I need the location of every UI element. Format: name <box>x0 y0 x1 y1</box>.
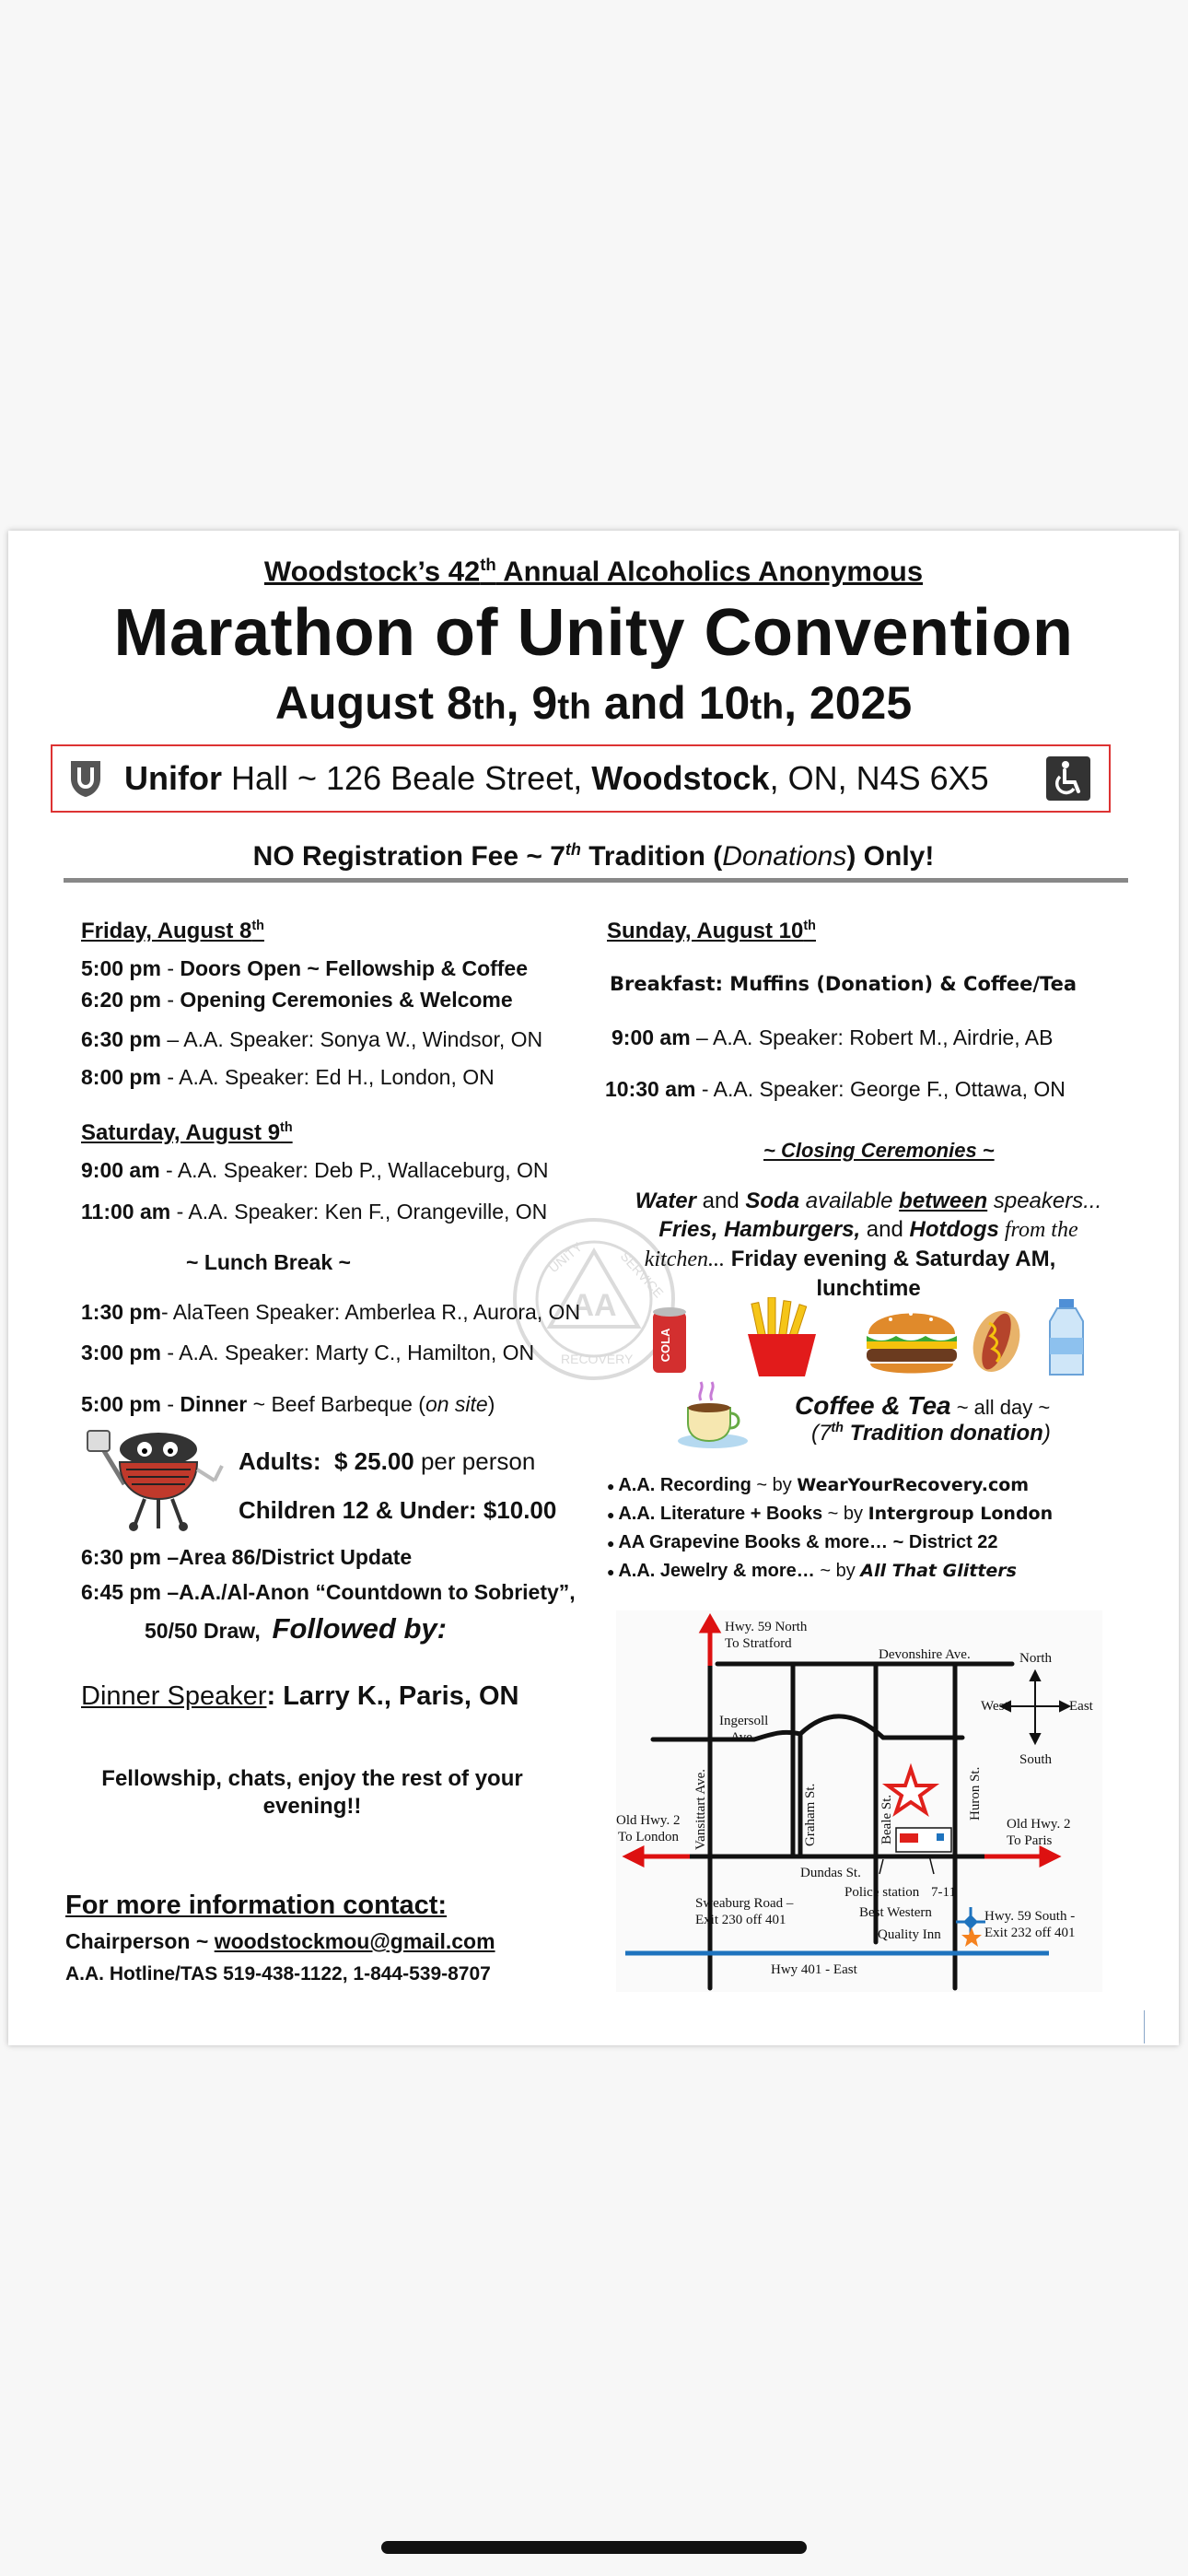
hotdog-icon <box>969 1306 1024 1376</box>
cola-can-icon <box>651 1306 688 1376</box>
svg-text:Sweaburg Road –: Sweaburg Road – <box>695 1896 794 1911</box>
dinner-speaker: Dinner Speaker: Larry K., Paris, ON <box>81 1681 519 1711</box>
svg-text:Huron St.: Huron St. <box>968 1766 983 1821</box>
svg-text:RECOVERY: RECOVERY <box>561 1352 634 1366</box>
text-cursor <box>1144 2010 1145 2043</box>
svg-text:South: South <box>1019 1752 1053 1767</box>
svg-text:To Stratford: To Stratford <box>725 1636 792 1651</box>
registration-note: NO Registration Fee ~ 7th Tradition (Donations) Only! <box>252 840 935 872</box>
svg-text:AA: AA <box>571 1288 617 1323</box>
convention-dates: August 8th, 9th and 10th, 2025 <box>274 677 913 729</box>
hotline-line: A.A. Hotline/TAS 519-438-1122, 1-844-539-8707 <box>65 1963 491 1985</box>
saturday-item: 3:00 pm - A.A. Speaker: Marty C., Hamilton, ON <box>81 1341 535 1364</box>
svg-text:Old Hwy. 2: Old Hwy. 2 <box>616 1813 681 1828</box>
friday-heading: Friday, August 8th <box>81 919 264 943</box>
svg-text:Hwy. 59 South -: Hwy. 59 South - <box>984 1909 1076 1924</box>
svg-text:Hwy. 59 North: Hwy. 59 North <box>725 1620 808 1634</box>
divider <box>64 878 1128 883</box>
svg-text:SERVICE: SERVICE <box>617 1248 667 1301</box>
vendor-item: ● AA Grapevine Books & more… ~ District 22 <box>607 1532 998 1553</box>
saturday-item: 9:00 am - A.A. Speaker: Deb P., Wallaceburg, ON <box>81 1158 549 1182</box>
svg-text:Police station: Police station <box>844 1885 920 1900</box>
venue-box <box>51 744 1111 813</box>
coffee-tea-line: Coffee & Tea ~ all day ~ <box>795 1391 1051 1420</box>
fellowship-note: Fellowship, chats, enjoy the rest of your evening!! <box>101 1766 523 1819</box>
friday-item: 8:00 pm - A.A. Speaker: Ed H., London, ON <box>81 1065 495 1089</box>
vendor-item: ● A.A. Jewelry & more… ~ by All That Glitters <box>607 1561 1017 1582</box>
svg-text:Ingersoll: Ingersoll <box>719 1714 769 1728</box>
wheelchair-accessible-icon <box>1046 756 1090 801</box>
bbq-grill-icon <box>80 1429 227 1532</box>
svg-text:Quality Inn: Quality Inn <box>878 1927 941 1942</box>
svg-text:Hwy 401 - East: Hwy 401 - East <box>771 1962 857 1977</box>
saturday-item: 11:00 am - A.A. Speaker: Ken F., Orangeville, ON <box>81 1200 548 1224</box>
svg-text:To Paris: To Paris <box>1007 1833 1053 1848</box>
flyer-page <box>8 531 1179 2045</box>
friday-item: 6:20 pm - Opening Ceremonies & Welcome <box>81 988 513 1012</box>
unifor-logo-icon <box>67 758 104 799</box>
svg-text:UNITY: UNITY <box>545 1239 586 1276</box>
svg-text:Exit 232 off 401: Exit 232 off 401 <box>984 1926 1076 1940</box>
breakfast-line: Breakfast: Muffins (Donation) & Coffee/Tea <box>610 973 1077 995</box>
svg-text:West: West <box>981 1699 1008 1714</box>
home-indicator[interactable] <box>381 2541 807 2554</box>
friday-item: 6:30 pm – A.A. Speaker: Sonya W., Windsor, ON <box>81 1027 543 1051</box>
svg-text:Ave.: Ave. <box>730 1730 756 1745</box>
convention-title: Marathon of Unity Convention <box>113 596 1074 670</box>
svg-text:Beale St.: Beale St. <box>879 1794 894 1844</box>
food-description: Water and Soda available between speakers... Fries, Hamburgers, and Hotdogs from the kitchen... Friday evening & Saturday AM, lunchtime <box>635 1188 1102 1301</box>
coffee-cup-icon <box>673 1376 752 1450</box>
lunch-break: ~ Lunch Break ~ <box>186 1250 351 1274</box>
svg-text:Best Western: Best Western <box>859 1905 932 1920</box>
svg-text:East: East <box>1069 1699 1093 1714</box>
vendor-item: ● A.A. Literature + Books ~ by Intergroup London <box>607 1504 1053 1525</box>
draw-line: 50/50 Draw, Followed by: <box>145 1612 447 1645</box>
svg-text:Exit 230 off 401: Exit 230 off 401 <box>695 1913 786 1927</box>
svg-text:7-11: 7-11 <box>931 1885 956 1900</box>
svg-text:Old Hwy. 2: Old Hwy. 2 <box>1007 1817 1071 1832</box>
svg-text:Dundas St.: Dundas St. <box>800 1866 861 1880</box>
area-update: 6:30 pm –Area 86/District Update <box>81 1545 413 1569</box>
email-link[interactable]: woodstockmou@gmail.com <box>214 1929 495 1953</box>
vendor-item: ● A.A. Recording ~ by WearYourRecovery.com <box>607 1475 1029 1496</box>
convention-subtitle: Woodstock’s 42th Annual Alcoholics Anonymous <box>263 555 924 588</box>
saturday-item: 1:30 pm- AlaTeen Speaker: Amberlea R., Aurora, ON <box>81 1300 581 1324</box>
saturday-heading: Saturday, August 9th <box>81 1120 293 1145</box>
adult-price: Adults: $ 25.00 per person <box>239 1447 536 1475</box>
chairperson-line: Chairperson ~ woodstockmou@gmail.com <box>65 1929 495 1953</box>
sunday-heading: Sunday, August 10th <box>607 919 816 943</box>
venue-address: Unifor Hall ~ 126 Beale Street, Woodstock, ON, N4S 6X5 <box>124 759 989 797</box>
sunday-item: 9:00 am – A.A. Speaker: Robert M., Airdrie, AB <box>611 1025 1054 1049</box>
hamburger-icon <box>863 1297 961 1380</box>
water-bottle-icon <box>1042 1297 1090 1380</box>
svg-text:COLA: COLA <box>658 1328 672 1363</box>
fries-icon <box>742 1297 821 1378</box>
closing-ceremonies: ~ Closing Ceremonies ~ <box>763 1139 995 1162</box>
child-price: Children 12 & Under: $10.00 <box>239 1496 557 1524</box>
friday-item: 5:00 pm - Doors Open ~ Fellowship & Coffee <box>81 956 529 980</box>
svg-text:To London: To London <box>618 1830 680 1844</box>
sunday-item: 10:30 am - A.A. Speaker: George F., Ottawa, ON <box>605 1077 1066 1101</box>
directions-map <box>616 1610 1102 1992</box>
svg-text:Devonshire Ave.: Devonshire Ave. <box>879 1647 971 1662</box>
svg-text:Vansittart Ave.: Vansittart Ave. <box>693 1768 708 1850</box>
tradition-donation: (7th Tradition donation) <box>811 1421 1051 1446</box>
dinner-line: 5:00 pm - Dinner ~ Beef Barbeque (on site) <box>81 1392 495 1416</box>
svg-text:Graham St.: Graham St. <box>803 1783 818 1846</box>
contact-heading: For more information contact: <box>65 1891 448 1920</box>
svg-text:North: North <box>1019 1651 1052 1666</box>
countdown-line: 6:45 pm –A.A./Al-Anon “Countdown to Sobriety”, <box>81 1580 576 1604</box>
